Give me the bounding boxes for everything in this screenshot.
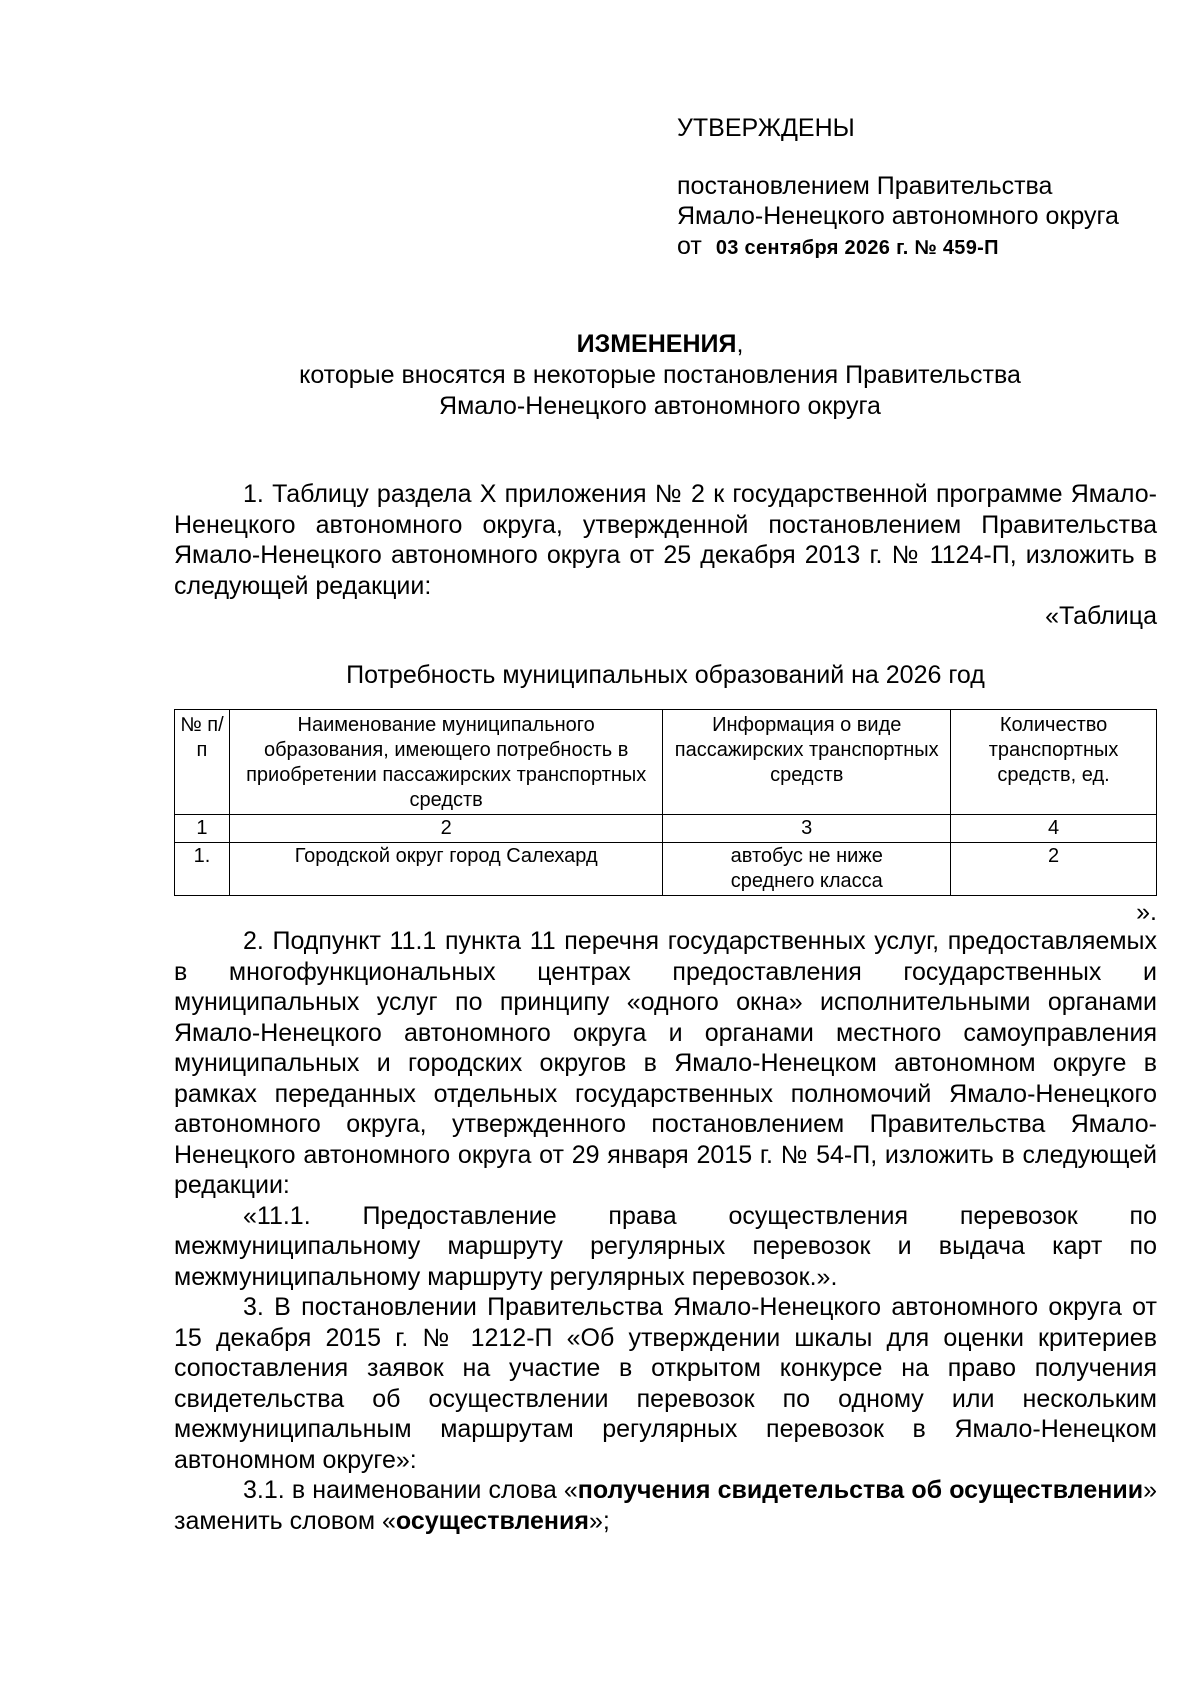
document-body <box>174 479 1157 1536</box>
header-quantity: Количество транспортных средств, ед. <box>951 710 1157 815</box>
title-text: ИЗМЕНЕНИЯ <box>576 330 737 358</box>
sub1-bold-word: осуществления <box>395 1506 589 1535</box>
item-2-quote-paragraph: «11.1. Предоставление права осуществления перевозок по межмуниципальному маршруту регулярных перевозок и выдача карт по межмуниципальному маршруту регулярных перевозок.». <box>174 1201 1157 1291</box>
item-3-1-paragraph <box>174 1475 1157 1536</box>
item-1-paragraph: 1. Таблицу раздела X приложения № 2 к государственной программе Ямало-Ненецкого автономного округа, утвержденной постановлением Правительства Ямало-Ненецкого автономного округа от 25 декабря 2013 г. № 1124-П, изложить в следующей редакции: <box>174 480 1157 600</box>
column-number-cell: 2 <box>229 815 662 843</box>
table-label: «Таблица <box>1045 602 1157 630</box>
column-number-cell: 1 <box>175 815 230 843</box>
table-cell: Городской округ город Салехард <box>229 843 662 896</box>
subtitle-line-1: которые вносятся в некоторые постановления Правительства <box>299 361 1021 389</box>
subtitle-line-2: Ямало-Ненецкого автономного округа <box>439 392 881 420</box>
header-number: № п/п <box>175 710 230 815</box>
from-label: от <box>677 232 702 260</box>
table-title: Потребность муниципальных образований на 2026 год <box>346 660 985 689</box>
title-comma: , <box>736 330 744 358</box>
header-municipality: Наименование муниципального образования, имеющего потребность в приобретении пассажирских транспортных средств <box>229 710 662 815</box>
item-2-paragraph: 2. Подпункт 11.1 пункта 11 перечня государственных услуг, предоставляемых в многофункциональных центрах предоставления государственных и муниципальных услуг по принципу «одного окна» исполнительными органами Ямало-Ненецкого автономного округа и органами местного самоуправления муниципальных и городских округов в Ямало-Ненецком автономном округе в рамках переданных отдельных государственных полномочий Ямало-Ненецкого автономного округа, утвержденного постановлением Правительства Ямало-Ненецкого автономного округа от 29 января 2015 г. № 54-П, изложить в следующей редакции: <box>174 927 1157 1199</box>
header-vehicle-type: Информация о виде пассажирских транспортных средств <box>663 710 951 815</box>
column-number-cell: 4 <box>951 815 1157 843</box>
sub1-bold-phrase: получения свидетельства об осуществлении <box>577 1476 1144 1504</box>
item-3-paragraph: 3. В постановлении Правительства Ямало-Ненецкого автономного округа от 15 декабря 2015 г. № 1212-П «Об утверждении шкалы для оценки критериев сопоставления заявок на участие в открытом конкурсе на право получения свидетельства об осуществлении перевозок по одному или нескольким межмуниципальным маршрутам регулярных перевозок в Ямало-Ненецком автономном округе»: <box>174 1293 1157 1474</box>
sub1-suffix: »; <box>589 1506 610 1535</box>
table-header-row <box>175 710 1157 815</box>
column-number-cell: 3 <box>663 815 951 843</box>
date-number-stamp: 03 сентября 2026 г. № 459-П <box>715 237 999 259</box>
needs-table <box>174 709 1157 896</box>
approval-date-line <box>677 231 1157 263</box>
table-column-numbers-row <box>175 815 1157 843</box>
approval-line-2: Ямало-Ненецкого автономного округа <box>677 202 1119 230</box>
table-cell: автобус не ниже среднего класса <box>663 843 951 896</box>
document-title <box>0 329 1200 360</box>
approved-label: УТВЕРЖДЕНЫ <box>677 114 855 142</box>
table-cell: 1. <box>175 843 230 896</box>
sub1-prefix: 3.1. в наименовании слова « <box>243 1476 578 1504</box>
table-cell: 2 <box>951 843 1157 896</box>
document-heading <box>0 329 1200 422</box>
sub1-middle: » заменить словом « <box>174 1476 1157 1535</box>
closing-quote: ». <box>1136 898 1157 926</box>
table-row <box>175 843 1157 896</box>
approval-block <box>677 113 1157 263</box>
approval-line-1: постановлением Правительства <box>677 172 1053 200</box>
